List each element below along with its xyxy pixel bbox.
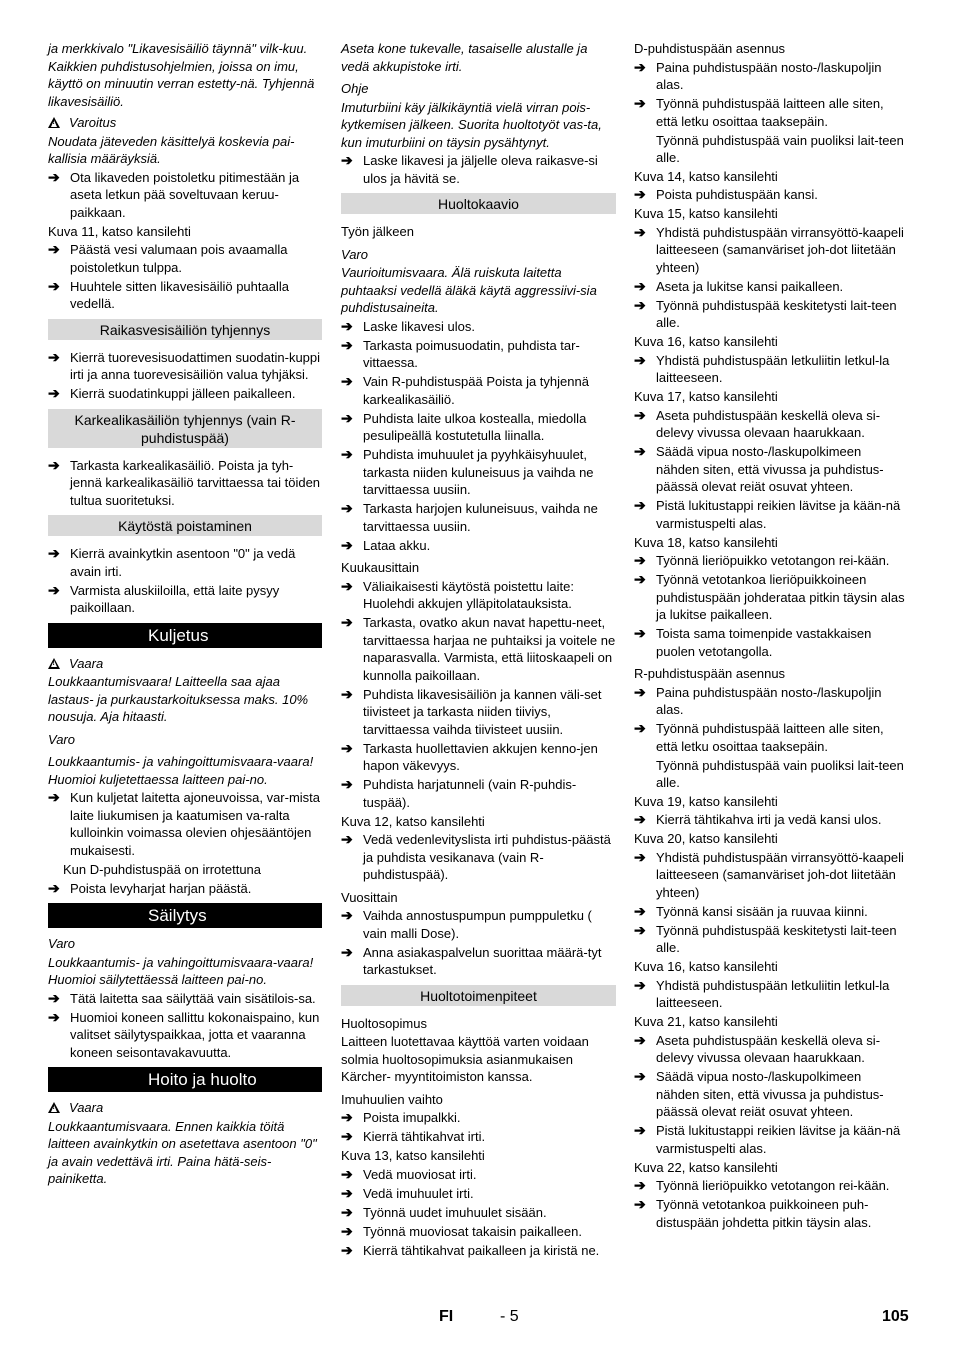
instruction-step <box>48 789 322 859</box>
note-paragraph: Vaurioitumisvaara. Älä ruiskuta laitetta puhtaaksi vedellä äläkä käytä aggressiivi-sia puhdistusaineita. <box>341 265 597 315</box>
instruction-text: Paina puhdistuspään nosto-/laskupoljin alas. <box>656 59 882 92</box>
instruction-step <box>48 990 322 1008</box>
instruction-step <box>634 552 908 570</box>
instruction-step <box>634 684 908 719</box>
instruction-step <box>634 186 908 204</box>
arrow-right-icon: ➔ <box>48 581 60 598</box>
subsection-heading: Raikasvesisäiliön tyhjennys <box>48 319 322 340</box>
footer-section-number: - 5 <box>500 1308 519 1325</box>
instruction-text: Työnnä puhdistuspää keskitetysti lait-teen alle. <box>656 922 897 955</box>
instruction-step <box>634 849 908 902</box>
instruction-step <box>634 407 908 442</box>
instruction-text: Ota likaveden poistoletku pitimestään ja aseta letkun pää soveltuvaan keruu-paikkaan. <box>70 169 300 220</box>
instruction-text: Kierrä tähtikahva irti ja vedä kansi ulos. <box>656 812 882 827</box>
arrow-right-icon: ➔ <box>341 336 353 353</box>
paragraph: R-puhdistuspään asennus <box>634 666 786 681</box>
warning-label <box>48 1099 322 1117</box>
instruction-text: Vedä vedenlevityslista irti puhdistus-päästä ja puhdista vesikanava (vain R-puhdistuspää). <box>363 832 611 882</box>
warning-label <box>48 114 322 132</box>
instruction-text: Kierrä suodatinkuppi jälleen paikalleen. <box>70 386 296 401</box>
instruction-text: Työnnä puhdistuspää laitteen alle siten, että letku osoittaa taaksepäin. <box>656 721 884 754</box>
instruction-text: Vedä imuhuulet irti. <box>363 1185 474 1201</box>
arrow-right-icon: ➔ <box>341 446 353 462</box>
arrow-right-icon: ➔ <box>634 443 646 459</box>
warning-text: Vaara <box>69 655 104 671</box>
instruction-step <box>634 59 908 94</box>
subsection-heading: Karkealikasäiliön tyhjennys (vain R-puhdistuspää) <box>48 409 322 448</box>
instruction-step <box>634 977 908 1012</box>
arrow-right-icon: ➔ <box>48 545 60 561</box>
instruction-text: Poista imupalkki. <box>363 1110 461 1125</box>
instruction-step <box>634 95 908 130</box>
warning-label <box>48 655 322 673</box>
paragraph: Kuva 16, katso kansilehti <box>634 959 778 974</box>
paragraph: Kuva 13, katso kansilehti <box>341 1148 485 1163</box>
instruction-text: Vaihda annostuspumpun pumppuletku ( vain malli Dose). <box>363 908 592 941</box>
arrow-right-icon: ➔ <box>341 739 353 756</box>
arrow-right-icon: ➔ <box>341 1241 353 1258</box>
instruction-step <box>341 776 616 811</box>
instruction-step <box>48 169 322 222</box>
subsection-heading: Huoltotoimenpiteet <box>341 985 616 1006</box>
instruction-step <box>341 337 616 372</box>
instruction-step <box>341 740 616 775</box>
arrow-right-icon: ➔ <box>634 1177 646 1193</box>
instruction-step <box>341 1166 616 1184</box>
instruction-text: Kierrä avainkytkin asentoon "0" ja vedä avain irti. <box>70 546 296 579</box>
instruction-step <box>48 880 322 898</box>
instruction-text: Väliaikaisesti käytöstä poistettu laite: Huolehdi akkujen ylläpitolatauksista. <box>363 578 574 611</box>
column-middle <box>341 40 616 1261</box>
instruction-step <box>634 625 908 660</box>
arrow-right-icon: ➔ <box>48 241 60 257</box>
arrow-right-icon: ➔ <box>341 831 353 847</box>
instruction-text: Poista puhdistuspään kansi. <box>656 187 818 202</box>
arrow-right-icon: ➔ <box>48 1008 60 1025</box>
paragraph: Kuva 19, katso kansilehti <box>634 793 778 809</box>
instruction-step <box>341 1109 616 1127</box>
instruction-step <box>341 578 616 613</box>
instruction-text: Tarkasta huollettavien akkujen kenno-jen hapon väkevyys. <box>363 740 598 773</box>
instruction-step <box>634 1196 908 1231</box>
instruction-text: Kierrä tähtikahvat paikalleen ja kiristä ne. <box>363 1242 600 1258</box>
instruction-text: Työnnä puhdistuspää keskitetysti lait-teen alle. <box>656 297 897 330</box>
instruction-text: Työnnä kansi sisään ja ruuvaa kiinni. <box>656 903 868 919</box>
warning-triangle-icon <box>48 117 60 128</box>
arrow-right-icon: ➔ <box>634 902 646 919</box>
arrow-right-icon: ➔ <box>634 625 646 641</box>
paragraph: Kuva 20, katso kansilehti <box>634 831 778 846</box>
paragraph: Työn jälkeen <box>341 224 414 239</box>
instruction-text: Työnnä uudet imuhuulet sisään. <box>363 1204 547 1220</box>
instruction-step <box>341 831 616 884</box>
instruction-text: Työnnä vetotankoa lieriöpuikkoineen puhdistuspään johderataa pitkin täysin alas ja lukitse paikalleen. <box>656 572 905 622</box>
arrow-right-icon: ➔ <box>341 614 353 630</box>
arrow-right-icon: ➔ <box>634 921 646 938</box>
paragraph: Vuosittain <box>341 889 398 905</box>
arrow-right-icon: ➔ <box>634 1031 646 1048</box>
note-paragraph: Loukkaantumis- ja vahingoittumisvaara-vaara! Huomioi säilytettäessä laitteen pai-no. <box>48 954 314 987</box>
paragraph: Kuva 12, katso kansilehti <box>341 813 485 829</box>
arrow-right-icon: ➔ <box>634 552 646 568</box>
arrow-right-icon: ➔ <box>634 848 646 865</box>
arrow-right-icon: ➔ <box>341 409 353 426</box>
paragraph: Kuva 22, katso kansilehti <box>634 1159 778 1175</box>
arrow-right-icon: ➔ <box>341 907 353 923</box>
section-heading: Hoito ja huolto <box>48 1067 322 1092</box>
arrow-right-icon: ➔ <box>634 1122 646 1138</box>
instruction-text: Työnnä puhdistuspää laitteen alle siten, että letku osoittaa taaksepäin. <box>656 96 884 129</box>
warning-text: Vaara <box>69 1100 104 1115</box>
instruction-step <box>634 811 908 829</box>
note-paragraph: Loukkaantumisvaara! Laitteella saa ajaa lastaus- ja purkaustarkoituksessa maks. 10% nousuja. Aja hitaasti. <box>48 674 309 724</box>
arrow-right-icon: ➔ <box>634 351 646 368</box>
note-paragraph: Loukkaantumisvaara. Ennen kaikkia töitä laitteen avainkytkin on asetettava asentoon "0" ja avain vedettävä irti. Paina hätä-seis-painiketta. <box>48 1118 317 1186</box>
page-number: 105 <box>882 1308 909 1325</box>
paragraph: Kuva 11, katso kansilehti <box>48 223 191 239</box>
arrow-right-icon: ➔ <box>48 168 60 185</box>
page-footer <box>0 1308 954 1328</box>
arrow-right-icon: ➔ <box>634 406 646 423</box>
paragraph: Kuva 14, katso kansilehti <box>634 168 778 184</box>
arrow-right-icon: ➔ <box>48 348 60 365</box>
instruction-text: Yhdistä puhdistuspään letkuliitin letkul-la laitteeseen. <box>656 977 890 1010</box>
instruction-text: Kierrä tuorevesisuodattimen suodatin-kuppi irti ja anna tuorevesisäiliön valua tyhjäksi. <box>70 349 321 382</box>
instruction-text: Laske likavesi ja jäljelle oleva raikasve-si ulos ja hävitä se. <box>363 153 598 186</box>
instruction-step <box>341 944 616 979</box>
instruction-step <box>634 443 908 496</box>
section-heading: Säilytys <box>48 903 322 928</box>
instruction-step <box>341 373 616 408</box>
paragraph: Kuva 18, katso kansilehti <box>634 534 778 550</box>
note-paragraph: Varo <box>341 246 368 262</box>
arrow-right-icon: ➔ <box>48 277 60 294</box>
arrow-right-icon: ➔ <box>634 277 646 294</box>
arrow-right-icon: ➔ <box>48 879 60 896</box>
instruction-text: Huuhtele sitten likavesisäiliö puhtaalla vedellä. <box>70 278 289 311</box>
arrow-right-icon: ➔ <box>341 373 353 389</box>
arrow-right-icon: ➔ <box>341 1165 353 1182</box>
instruction-text: Päästä vesi valumaan pois avaamalla poistoletkun tulppa. <box>70 242 288 275</box>
instruction-text: Pistä lukitustappi reikien lävitse ja kään-nä varmistuspelti alas. <box>656 1123 901 1156</box>
note-paragraph: Loukkaantumis- ja vahingoittumisvaara-vaara! Huomioi kuljetettaessa laitteen pai-no. <box>48 754 314 787</box>
instruction-step <box>341 1204 616 1222</box>
instruction-text: Puhdista harjatunneli (vain R-puhdis-tuspää). <box>363 777 577 810</box>
instruction-text: Työnnä lieriöpuikko vetotangon rei-kään. <box>656 553 890 568</box>
instruction-step <box>634 1122 908 1157</box>
instruction-step <box>48 241 322 276</box>
instruction-text: Lataa akku. <box>363 537 431 553</box>
instruction-step <box>634 352 908 387</box>
instruction-step <box>341 318 616 336</box>
arrow-right-icon: ➔ <box>341 1128 353 1144</box>
instruction-step <box>341 614 616 684</box>
instruction-step <box>48 457 322 510</box>
instruction-text: Aseta ja lukitse kansi paikalleen. <box>656 278 844 294</box>
paragraph: Kuva 15, katso kansilehti <box>634 206 778 221</box>
instruction-text: Tarkasta, ovatko akun navat hapettu-neet, tarvittaessa harjaa ne puhtaiksi ja voitele ne naparasvalla. Varmista, että liitoskaapeli on kunnolla paikoillaan. <box>363 615 616 683</box>
paragraph: D-puhdistuspään asennus <box>634 41 786 56</box>
instruction-step <box>634 224 908 277</box>
instruction-step <box>634 720 908 755</box>
arrow-right-icon: ➔ <box>341 1203 353 1220</box>
instruction-step <box>341 686 616 739</box>
warning-triangle-icon <box>48 658 60 669</box>
instruction-text: Puhdista likavesisäiliön ja kannen väli-set tiivisteet ja tarkasta niiden tiiviys, tarvittaessa vaihda tiivisteet uusiin. <box>363 686 602 737</box>
arrow-right-icon: ➔ <box>48 989 60 1006</box>
warning-text: Varoitus <box>69 115 117 130</box>
instruction-step <box>341 410 616 445</box>
instruction-step <box>48 349 322 384</box>
instruction-text: Paina puhdistuspään nosto-/laskupoljin alas. <box>656 684 882 717</box>
instruction-step <box>634 571 908 624</box>
arrow-right-icon: ➔ <box>341 943 353 960</box>
subsection-heading: Käytöstä poistaminen <box>48 515 322 536</box>
instruction-step <box>634 497 908 532</box>
instruction-step <box>634 1032 908 1067</box>
instruction-text: Työnnä muoviosat takaisin paikalleen. <box>363 1223 582 1239</box>
arrow-right-icon: ➔ <box>634 296 646 313</box>
arrow-right-icon: ➔ <box>341 577 353 594</box>
paragraph: Huoltosopimus <box>341 1015 427 1031</box>
arrow-right-icon: ➔ <box>341 776 353 792</box>
instruction-text: Vedä muoviosat irti. <box>363 1166 477 1182</box>
arrow-right-icon: ➔ <box>634 58 646 75</box>
instruction-step <box>48 385 322 403</box>
column-left <box>48 40 322 1189</box>
instruction-text: Toista sama toimenpide vastakkaisen puolen vetotangolla. <box>656 626 872 659</box>
note-paragraph: Ohje <box>341 81 369 96</box>
instruction-step <box>341 446 616 499</box>
arrow-right-icon: ➔ <box>341 317 353 334</box>
paragraph: Kuva 16, katso kansilehti <box>634 334 778 349</box>
arrow-right-icon: ➔ <box>634 95 646 111</box>
instruction-step <box>341 1128 616 1146</box>
instruction-step <box>341 1185 616 1203</box>
subsection-heading: Huoltokaavio <box>341 193 616 214</box>
arrow-right-icon: ➔ <box>341 1109 353 1125</box>
instruction-text: Säädä vipua nosto-/laskupolkimeen nähden siten, että vivussa ja puhdistus-päässä olevat reiät osuvat yhteen. <box>656 444 884 494</box>
instruction-text: Anna asiakaspalvelun suorittaa määrä-tyt tarkastukset. <box>363 944 602 977</box>
arrow-right-icon: ➔ <box>341 536 353 553</box>
instruction-text: Aseta puhdistuspään keskellä oleva si-delevy vivussa olevaan haarukkaan. <box>656 1032 881 1065</box>
instruction-text: Aseta puhdistuspään keskellä oleva si-delevy vivussa olevaan haarukkaan. <box>656 407 881 440</box>
instruction-text: Puhdista imuhuulet ja pyyhkäisyhuulet, tarkasta niiden kuluneisuus ja vaihda ne tarvittaessa uusiin. <box>363 447 594 497</box>
paragraph: Kuva 17, katso kansilehti <box>634 389 778 404</box>
indented-note: Työnnä puhdistuspää vain puoliksi lait-teen alle. <box>656 132 904 165</box>
arrow-right-icon: ➔ <box>341 500 353 516</box>
indented-note: Työnnä puhdistuspää vain puoliksi lait-teen alle. <box>656 757 904 790</box>
instruction-text: Säädä vipua nosto-/laskupolkimeen nähden siten, että vivussa ja puhdistus-päässä olevat reiät osuvat yhteen. <box>656 1069 884 1119</box>
instruction-step <box>48 1009 322 1062</box>
arrow-right-icon: ➔ <box>634 497 646 513</box>
instruction-step <box>48 278 322 313</box>
note-paragraph: Imuturbiini käy jälkikäyntiä vielä virran pois-kytkemisen jälkeen. Suorita huoltotyöt vas-ta, kun imuturbiini on täysin pysähtynyt. <box>341 99 602 150</box>
instruction-step <box>341 1223 616 1241</box>
instruction-step <box>634 903 908 921</box>
section-heading: Kuljetus <box>48 623 322 648</box>
instruction-text: Kierrä tähtikahvat irti. <box>363 1129 486 1144</box>
note-paragraph: Aseta kone tukevalle, tasaiselle alustalle ja vedä akkupistoke irti. <box>341 41 588 74</box>
arrow-right-icon: ➔ <box>341 1184 353 1201</box>
paragraph: Laitteen luotettavaa käyttöä varten voidaan solmia huoltosopimuksia asianmukaisen Kärcher- myyntitoimiston kanssa. <box>341 1034 589 1084</box>
note-paragraph: ja merkkivalo "Likavesisäiliö täynnä" vilk-kuu. Kaikkien puhdistusohjelmien, joissa on imu, käyttö on minuutin verran estetty-nä. Tyhjennä likavesisäiliö. <box>48 41 315 109</box>
instruction-step <box>341 907 616 942</box>
arrow-right-icon: ➔ <box>634 1068 646 1084</box>
instruction-text: Poista levyharjat harjan päästä. <box>70 880 252 896</box>
note-paragraph: Noudata jäteveden käsittelyä koskevia pai-kallisia määräyksiä. <box>48 133 295 166</box>
instruction-step <box>48 545 322 580</box>
instruction-text: Työnnä vetotankoa puikkoineen puh-distuspään johdetta pitkin täysin alas. <box>656 1197 872 1230</box>
instruction-step <box>48 582 322 617</box>
arrow-right-icon: ➔ <box>341 685 353 702</box>
arrow-right-icon: ➔ <box>634 186 646 202</box>
arrow-right-icon: ➔ <box>634 683 646 700</box>
paragraph: Kuukausittain <box>341 560 420 575</box>
arrow-right-icon: ➔ <box>48 385 60 401</box>
instruction-step <box>634 922 908 957</box>
arrow-right-icon: ➔ <box>634 720 646 736</box>
paragraph: Imuhuulien vaihto <box>341 1091 443 1107</box>
instruction-text: Tarkasta karkealikasäiliö. Poista ja tyh-jennä karkealikasäiliö tarvittaessa tai töiden tultua suoritetuksi. <box>70 457 321 508</box>
instruction-text: Yhdistä puhdistuspään letkuliitin letkul-la laitteeseen. <box>656 352 890 385</box>
arrow-right-icon: ➔ <box>634 1196 646 1212</box>
instruction-step <box>341 500 616 535</box>
arrow-right-icon: ➔ <box>634 571 646 587</box>
instruction-step <box>634 1068 908 1121</box>
instruction-text: Varmista aluskiiloilla, että laite pysyy paikoillaan. <box>70 582 280 615</box>
column-right <box>634 40 908 1233</box>
condition-note: Kun D-puhdistuspää on irrotettuna <box>63 862 262 877</box>
instruction-text: Tarkasta harjojen kuluneisuus, vaihda ne tarvittaessa uusiin. <box>363 501 598 534</box>
arrow-right-icon: ➔ <box>341 1222 353 1239</box>
instruction-step <box>634 297 908 332</box>
instruction-text: Pistä lukitustappi reikien lävitse ja kään-nä varmistuspelti alas. <box>656 498 901 531</box>
instruction-text: Kun kuljetat laitetta ajoneuvoissa, var-mista laite liukumisen ja kaatumisen va-ralta kulloinkin voimassa olevien ohjesääntöjen mukaisesti. <box>70 790 321 858</box>
instruction-step <box>634 278 908 296</box>
warning-triangle-icon <box>48 1102 60 1113</box>
arrow-right-icon: ➔ <box>341 152 353 168</box>
note-paragraph: Varo <box>48 731 75 747</box>
arrow-right-icon: ➔ <box>48 789 60 805</box>
instruction-text: Vain R-puhdistuspää Poista ja tyhjennä karkealikasäiliö. <box>363 374 589 407</box>
arrow-right-icon: ➔ <box>634 223 646 240</box>
instruction-step <box>634 1177 908 1195</box>
instruction-text: Laske likavesi ulos. <box>363 318 475 334</box>
instruction-step <box>341 152 616 187</box>
instruction-text: Tarkasta poimusuodatin, puhdista tar-vittaessa. <box>363 337 580 370</box>
note-paragraph: Varo <box>48 936 75 951</box>
arrow-right-icon: ➔ <box>634 976 646 993</box>
instruction-text: Huomioi koneen sallittu kokonaispaino, kun valitset säilytyspaikkaa, jotta et vaaranna koneen seisontavakavuutta. <box>70 1009 320 1060</box>
instruction-text: Yhdistä puhdistuspään virransyöttö-kaapeli laitteeseen (samanväriset joh-dot liitetään yhteen) <box>656 224 904 275</box>
instruction-step <box>341 1242 616 1260</box>
instruction-text: Yhdistä puhdistuspään virransyöttö-kaapeli laitteeseen (samanväriset joh-dot liitetään yhteen) <box>656 849 904 900</box>
footer-language: FI <box>439 1308 454 1325</box>
instruction-text: Puhdista laite ulkoa kostealla, miedolla pesulipeällä kostutetulla liinalla. <box>363 410 587 443</box>
paragraph: Kuva 21, katso kansilehti <box>634 1014 778 1029</box>
instruction-step <box>341 537 616 555</box>
arrow-right-icon: ➔ <box>48 456 60 473</box>
arrow-right-icon: ➔ <box>634 811 646 827</box>
instruction-text: Tätä laitetta saa säilyttää vain sisätilois-sa. <box>70 990 316 1006</box>
instruction-text: Työnnä lieriöpuikko vetotangon rei-kään. <box>656 1178 890 1193</box>
